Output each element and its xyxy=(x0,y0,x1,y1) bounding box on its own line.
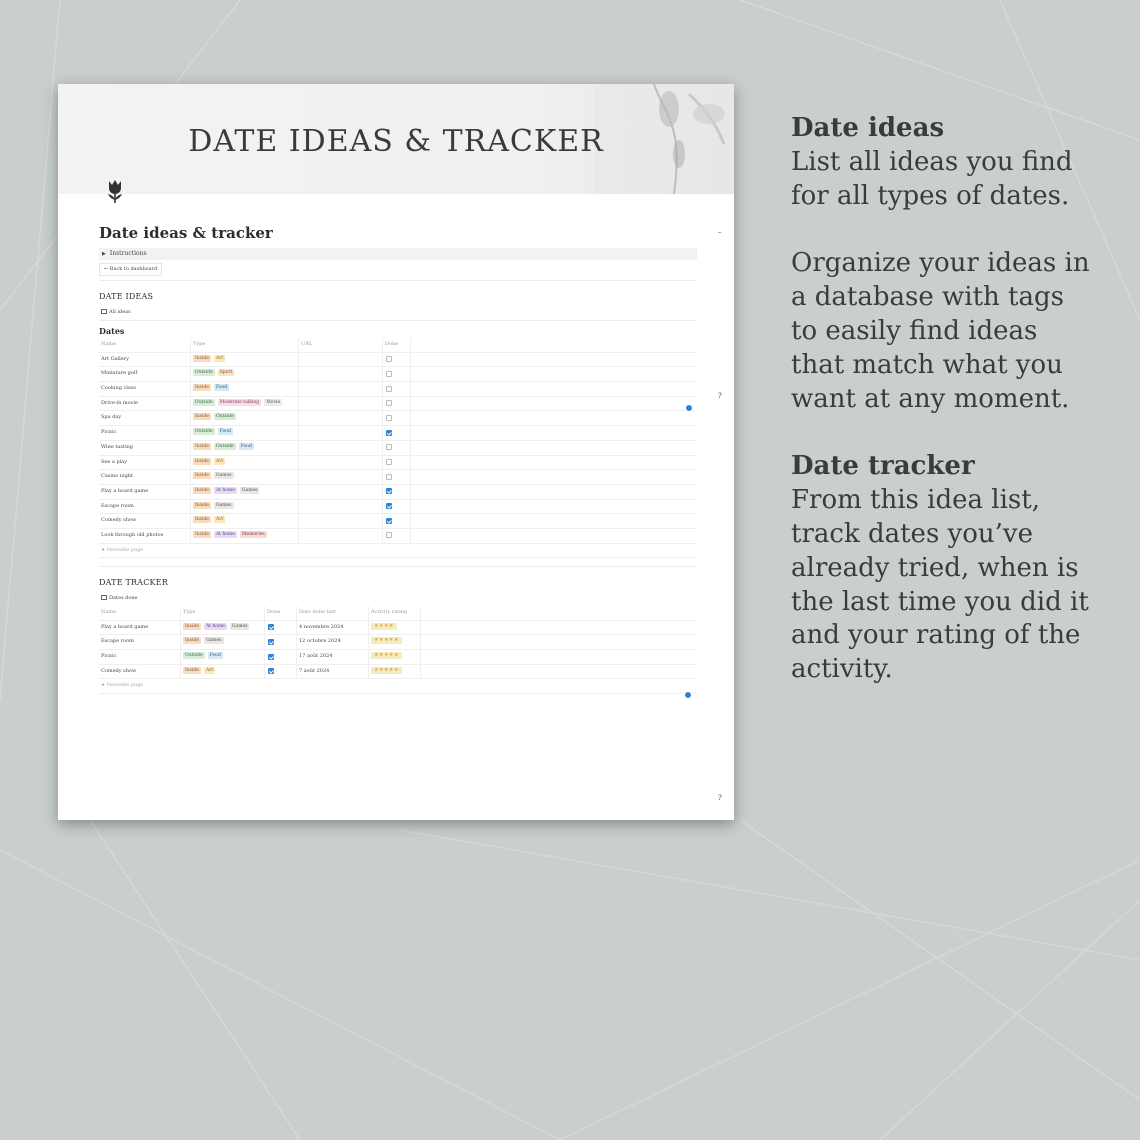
checkbox-checked[interactable] xyxy=(268,654,274,660)
checkbox-checked[interactable] xyxy=(268,668,274,674)
name-cell[interactable]: Comedy show xyxy=(99,665,181,679)
star-rating: ★★★★★ xyxy=(371,667,402,674)
date-tracker-heading: DATE TRACKER xyxy=(99,578,168,587)
description-body: From this idea list, track dates you’ve already tried, when is the last time you did it and your rating of the activity. xyxy=(791,485,1089,685)
type-tag: Inside xyxy=(195,473,209,479)
done-cell[interactable] xyxy=(383,470,411,484)
url-cell[interactable] xyxy=(299,367,383,381)
name-cell[interactable]: Art Gallery xyxy=(99,353,191,367)
divider xyxy=(99,566,697,567)
table-row[interactable] xyxy=(99,411,697,426)
name-cell[interactable]: Casino night xyxy=(99,470,191,484)
type-cell[interactable] xyxy=(191,485,299,499)
column-header[interactable]: Type xyxy=(191,338,299,352)
type-cell[interactable] xyxy=(181,650,265,664)
done-cell[interactable] xyxy=(383,426,411,440)
minus-marker: – xyxy=(718,228,722,236)
url-cell[interactable] xyxy=(299,470,383,484)
type-tag: Outside xyxy=(195,399,213,405)
done-cell[interactable] xyxy=(265,650,297,664)
url-cell[interactable] xyxy=(299,500,383,514)
type-tag: Inside xyxy=(195,517,209,523)
star-rating: ★★★★★ xyxy=(371,637,402,644)
checkbox-checked[interactable] xyxy=(268,639,274,645)
done-cell[interactable] xyxy=(383,514,411,528)
checkbox-checked[interactable] xyxy=(386,488,392,494)
star-rating: ★★★★ xyxy=(371,623,397,630)
date-ideas-table xyxy=(99,338,697,558)
column-header[interactable]: Done xyxy=(383,338,411,352)
type-cell[interactable] xyxy=(191,456,299,470)
type-cell[interactable] xyxy=(191,353,299,367)
name-cell[interactable]: Escape room xyxy=(99,500,191,514)
table-row[interactable] xyxy=(99,456,697,471)
comment-marker-icon[interactable]: ? xyxy=(718,392,722,400)
table-header xyxy=(99,606,697,621)
name-cell[interactable]: Cooking class xyxy=(99,382,191,396)
table-row[interactable] xyxy=(99,397,697,412)
name-cell[interactable]: Picnic xyxy=(99,426,191,440)
date-tracker-table xyxy=(99,606,697,694)
table-row[interactable] xyxy=(99,367,697,382)
type-tag: Sport xyxy=(219,370,233,376)
table-row[interactable] xyxy=(99,426,697,441)
column-header[interactable]: Done xyxy=(265,606,297,620)
checkbox-checked[interactable] xyxy=(386,503,392,509)
table-row[interactable] xyxy=(99,485,697,500)
table-row[interactable] xyxy=(99,635,697,650)
sync-status-icon xyxy=(685,404,693,412)
name-cell[interactable]: Escape room xyxy=(99,635,181,649)
cover-banner xyxy=(58,84,734,194)
done-cell[interactable] xyxy=(265,665,297,679)
type-cell[interactable] xyxy=(181,665,265,679)
done-cell[interactable] xyxy=(383,397,411,411)
name-cell[interactable]: Spa day xyxy=(99,411,191,425)
sync-status-icon xyxy=(684,691,692,699)
divider xyxy=(99,320,697,321)
url-cell[interactable] xyxy=(299,397,383,411)
table-header xyxy=(99,338,697,353)
back-label: Back to dashboard xyxy=(109,266,158,272)
type-cell[interactable] xyxy=(181,635,265,649)
done-cell[interactable] xyxy=(265,635,297,649)
type-cell[interactable] xyxy=(191,529,299,543)
type-tag: At home xyxy=(205,623,225,629)
done-cell[interactable] xyxy=(383,382,411,396)
column-header[interactable]: Activity rating xyxy=(369,606,421,620)
column-header[interactable]: URL xyxy=(299,338,383,352)
table-row[interactable] xyxy=(99,441,697,456)
url-cell[interactable] xyxy=(299,456,383,470)
checkbox[interactable] xyxy=(386,371,392,377)
url-cell[interactable] xyxy=(299,485,383,499)
description-block xyxy=(791,450,1091,687)
type-cell[interactable] xyxy=(181,621,265,635)
name-cell[interactable]: See a play xyxy=(99,456,191,470)
type-tag: Moderate talking xyxy=(219,399,260,405)
view-label: All ideas xyxy=(109,309,131,315)
description-block xyxy=(791,112,1091,213)
done-cell[interactable] xyxy=(383,411,411,425)
type-tag: Games xyxy=(231,623,248,629)
column-header[interactable]: Type xyxy=(181,606,265,620)
rating-cell[interactable] xyxy=(369,635,421,649)
type-tag: Inside xyxy=(195,487,209,493)
type-tag: Art xyxy=(215,517,224,523)
new-page-row[interactable] xyxy=(99,544,697,559)
view-tab-dates-done[interactable] xyxy=(101,595,138,601)
type-tag: Food xyxy=(219,429,231,435)
date-cell[interactable]: 4 novembre 2024 xyxy=(297,621,369,635)
description-block xyxy=(791,247,1091,416)
table-row[interactable] xyxy=(99,665,697,680)
back-to-dashboard-button[interactable] xyxy=(99,263,162,276)
new-page-label: Nouvelle page xyxy=(106,546,144,553)
type-tag: Outside xyxy=(195,429,213,435)
name-cell[interactable]: Wine tasting xyxy=(99,441,191,455)
type-tag: Inside xyxy=(185,667,199,673)
url-cell[interactable] xyxy=(299,529,383,543)
date-cell[interactable]: 7 août 2024 xyxy=(297,665,369,679)
page-title: Date ideas & tracker xyxy=(99,224,273,242)
table-row[interactable] xyxy=(99,514,697,529)
description-panel xyxy=(791,112,1091,721)
description-body: List all ideas you find for all types of dates. xyxy=(791,146,1073,211)
type-tag: Inside xyxy=(195,502,209,508)
view-tab-all-ideas[interactable] xyxy=(101,309,131,315)
done-cell[interactable] xyxy=(265,621,297,635)
divider xyxy=(99,280,697,281)
type-cell[interactable] xyxy=(191,367,299,381)
new-page-button[interactable]: + Nouvelle page xyxy=(101,546,144,553)
url-cell[interactable] xyxy=(299,441,383,455)
database-title: Dates xyxy=(99,326,125,336)
description-heading: Date tracker xyxy=(791,451,975,482)
name-cell[interactable]: Picnic xyxy=(99,650,181,664)
type-tag: Inside xyxy=(185,623,199,629)
name-cell[interactable]: Play a board game xyxy=(99,621,181,635)
new-page-button[interactable]: + Nouvelle page xyxy=(101,682,144,689)
checkbox[interactable] xyxy=(386,459,392,465)
rating-cell[interactable] xyxy=(369,665,421,679)
date-cell[interactable]: 12 octobre 2024 xyxy=(297,635,369,649)
table-row[interactable] xyxy=(99,500,697,515)
type-tag: Inside xyxy=(195,458,209,464)
type-cell[interactable] xyxy=(191,397,299,411)
done-cell[interactable] xyxy=(383,441,411,455)
star-rating: ★★★★★ xyxy=(371,652,402,659)
url-cell[interactable] xyxy=(299,426,383,440)
checkbox[interactable] xyxy=(386,532,392,538)
view-label: Dates done xyxy=(109,595,138,601)
url-cell[interactable] xyxy=(299,353,383,367)
table-row[interactable] xyxy=(99,529,697,544)
type-tag: Inside xyxy=(185,638,199,644)
checkbox[interactable] xyxy=(386,356,392,362)
column-header[interactable]: Date done last xyxy=(297,606,369,620)
new-page-label: Nouvelle page xyxy=(106,682,144,689)
type-tag: Inside xyxy=(195,414,209,420)
notion-page-screenshot xyxy=(58,84,734,820)
type-tag: Memories xyxy=(241,531,265,537)
checkbox[interactable] xyxy=(386,415,392,421)
date-ideas-heading: DATE IDEAS xyxy=(99,292,154,301)
rating-cell[interactable] xyxy=(369,621,421,635)
type-cell[interactable] xyxy=(191,382,299,396)
done-cell[interactable] xyxy=(383,485,411,499)
type-tag: Movie xyxy=(266,399,281,405)
instructions-label: Instructions xyxy=(109,250,147,257)
table-row[interactable] xyxy=(99,621,697,636)
description-heading: Date ideas xyxy=(791,113,945,143)
triangle-right-icon: ▶ xyxy=(102,251,106,257)
table-row[interactable] xyxy=(99,382,697,397)
url-cell[interactable] xyxy=(299,411,383,425)
checkbox-checked[interactable] xyxy=(386,518,392,524)
done-cell[interactable] xyxy=(383,500,411,514)
type-cell[interactable] xyxy=(191,470,299,484)
type-cell[interactable] xyxy=(191,411,299,425)
type-cell[interactable] xyxy=(191,441,299,455)
done-cell[interactable] xyxy=(383,367,411,381)
type-tag: At home xyxy=(215,487,235,493)
type-tag: Games xyxy=(241,487,258,493)
checkbox-checked[interactable] xyxy=(268,624,274,630)
column-header[interactable]: Name xyxy=(99,606,181,620)
done-cell[interactable] xyxy=(383,529,411,543)
type-tag: Inside xyxy=(195,385,209,391)
done-cell[interactable] xyxy=(383,456,411,470)
instructions-toggle[interactable] xyxy=(99,248,697,260)
name-cell[interactable]: Comedy show xyxy=(99,514,191,528)
checkbox-checked[interactable] xyxy=(386,430,392,436)
arrow-left-icon: ← xyxy=(104,266,109,272)
type-tag: Food xyxy=(215,385,228,391)
type-tag: Food xyxy=(240,443,252,449)
type-tag: Games xyxy=(215,473,232,479)
table-icon xyxy=(101,309,107,314)
url-cell[interactable] xyxy=(299,514,383,528)
type-tag: Art xyxy=(215,355,224,361)
description-body: Organize your ideas in a database with tags to easily find ideas that match what you want at any moment. xyxy=(791,248,1090,414)
name-cell[interactable]: Play a board game xyxy=(99,485,191,499)
name-cell[interactable]: Look through old photos xyxy=(99,529,191,543)
checkbox[interactable] xyxy=(386,474,392,480)
type-tag: Games xyxy=(215,502,232,508)
type-tag: Inside xyxy=(195,443,209,449)
type-cell[interactable] xyxy=(191,500,299,514)
type-tag: Games xyxy=(205,638,222,644)
type-tag: Outside xyxy=(195,370,213,376)
url-cell[interactable] xyxy=(299,382,383,396)
name-cell[interactable]: Drive-in movie xyxy=(99,397,191,411)
table-row[interactable] xyxy=(99,353,697,368)
checkbox[interactable] xyxy=(386,400,392,406)
type-tag: Inside xyxy=(195,531,209,537)
type-tag: At home xyxy=(215,531,235,537)
type-tag: Art xyxy=(215,458,224,464)
type-tag: Outside xyxy=(215,443,234,449)
table-row[interactable] xyxy=(99,650,697,665)
checkbox[interactable] xyxy=(386,444,392,450)
type-tag: Outside xyxy=(215,414,234,420)
comment-marker-icon[interactable]: ? xyxy=(718,794,722,802)
type-cell[interactable] xyxy=(191,514,299,528)
new-page-row[interactable] xyxy=(99,679,697,694)
checkbox[interactable] xyxy=(386,386,392,392)
tulip-icon xyxy=(104,178,126,204)
date-cell[interactable]: 17 août 2024 xyxy=(297,650,369,664)
rating-cell[interactable] xyxy=(369,650,421,664)
type-cell[interactable] xyxy=(191,426,299,440)
type-tag: Art xyxy=(205,667,214,673)
column-header[interactable]: Name xyxy=(99,338,191,352)
done-cell[interactable] xyxy=(383,353,411,367)
type-tag: Food xyxy=(209,653,221,659)
table-row[interactable] xyxy=(99,470,697,485)
name-cell[interactable]: Miniature golf xyxy=(99,367,191,381)
table-icon xyxy=(101,595,107,600)
banner-title: DATE IDEAS & TRACKER xyxy=(188,124,604,159)
type-tag: Outside xyxy=(185,653,203,659)
type-tag: Inside xyxy=(195,355,209,361)
